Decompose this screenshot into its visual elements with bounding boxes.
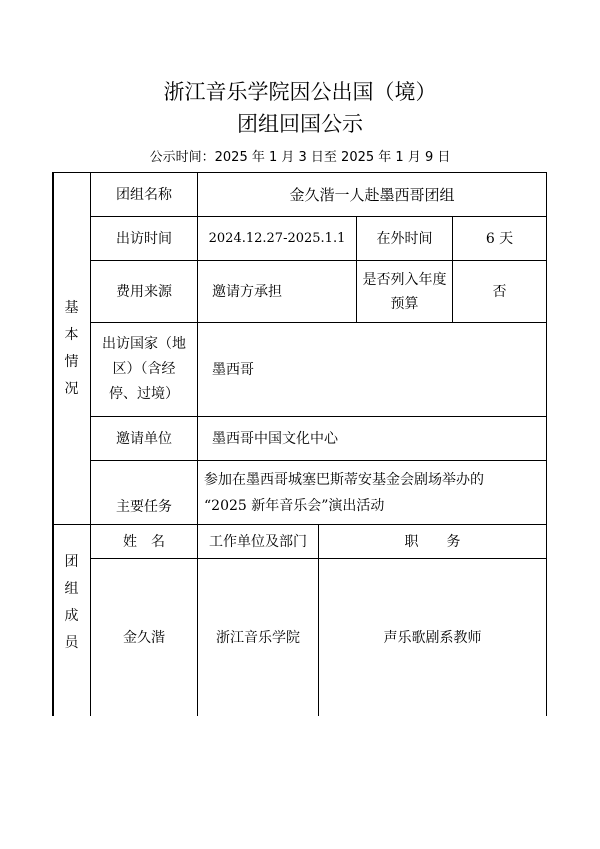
- member-unit: 浙江音乐学院: [216, 629, 300, 646]
- countries-label-line1: 出访国家（地: [102, 336, 186, 352]
- countries-label-line3: 停、过境）: [109, 386, 179, 402]
- member-col-position-header: 职 务: [404, 533, 461, 550]
- task-line2: “2025 新年音乐会”演出活动: [204, 497, 385, 514]
- funding-value: 邀请方承担: [212, 283, 282, 300]
- members-label-char: 员: [64, 635, 79, 651]
- task-label: 主要任务: [116, 498, 172, 515]
- funding-label: 费用来源: [116, 283, 172, 300]
- members-label-char: 成: [64, 608, 79, 624]
- basic-info-label-char: 本: [64, 326, 79, 343]
- basic-info-label-char: 情: [64, 353, 79, 370]
- task-line1: 参加在墨西哥城塞巴斯蒂安基金会剧场举办的: [204, 471, 484, 488]
- member-col-unit-header: 工作单位及部门: [209, 533, 307, 550]
- group-name-value: 金久湝一人赴墨西哥团组: [289, 185, 455, 204]
- budget-label-line2: 预算: [390, 295, 419, 312]
- members-label-char: 团: [64, 554, 79, 570]
- budget-label: [357, 261, 452, 322]
- document-title-line2: 团组回国公示: [237, 112, 363, 136]
- basic-info-label-char: 况: [64, 380, 79, 397]
- task-value: [198, 461, 546, 524]
- days-abroad-label: 在外时间: [376, 230, 433, 247]
- days-abroad-value: 6 天: [485, 230, 514, 247]
- visit-time-value: 2024.12.27-2025.1.1: [208, 230, 346, 246]
- members-label-char: 组: [64, 581, 79, 597]
- budget-label-line1: 是否列入年度: [362, 271, 447, 288]
- basic-info-label-char: 基: [64, 299, 79, 316]
- countries-label: [91, 323, 197, 416]
- visit-time-label: 出访时间: [116, 230, 172, 247]
- member-name: 金久湝: [123, 629, 165, 646]
- member-col-name-header: 姓 名: [123, 533, 165, 550]
- basic-info-section-label: [53, 173, 90, 524]
- document-title-line1: 浙江音乐学院因公出国（境）: [163, 80, 437, 104]
- inviter-label: 邀请单位: [116, 430, 172, 447]
- members-section-label: [53, 525, 90, 716]
- member-position: 声乐歌剧系教师: [383, 629, 482, 646]
- budget-value: 否: [492, 283, 507, 300]
- inviter-value: 墨西哥中国文化中心: [212, 430, 338, 447]
- countries-label-line2: 区）（含经: [112, 361, 176, 377]
- notice-time: 公示时间：2025 年 1 月 3 日至 2025 年 1 月 9 日: [149, 150, 451, 165]
- countries-value: 墨西哥: [212, 361, 254, 378]
- group-name-label: 团组名称: [116, 186, 172, 203]
